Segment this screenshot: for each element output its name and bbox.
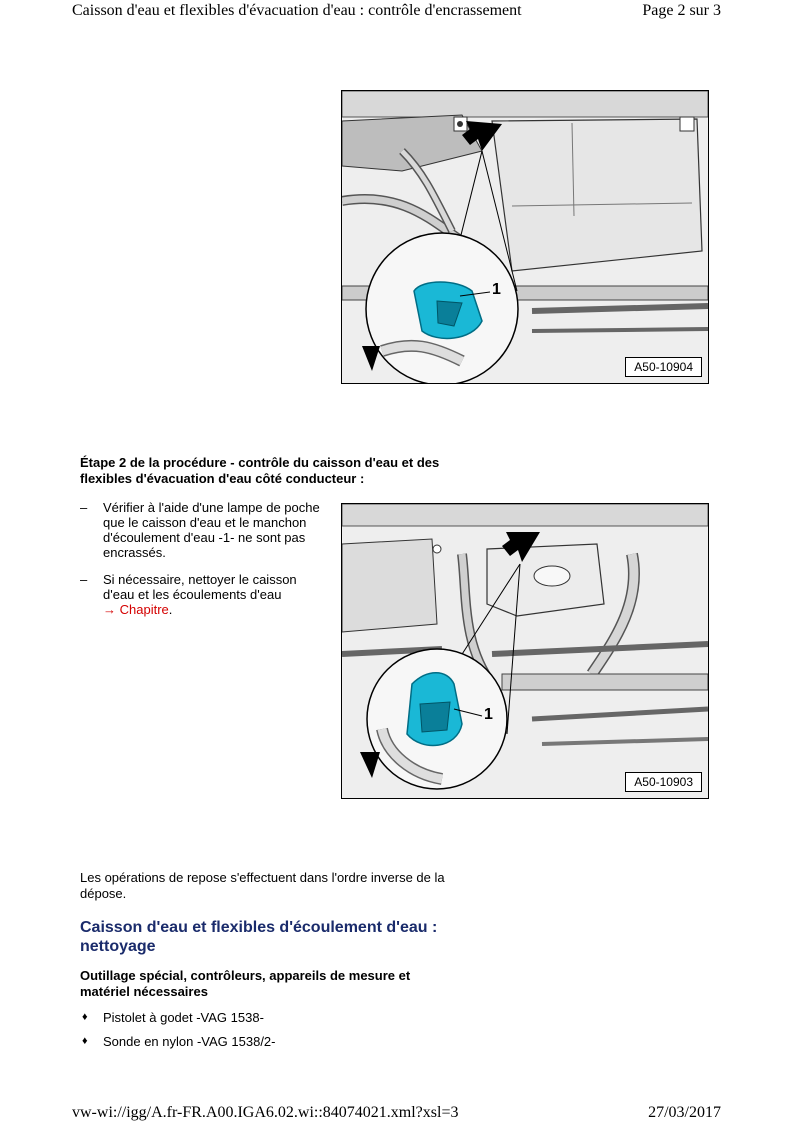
figure-2-callout: 1 (484, 706, 493, 723)
tool-item (80, 1034, 276, 1049)
engine-illustration-1 (342, 91, 708, 383)
figure-engine-bay-2 (341, 503, 709, 799)
instruction-item (80, 500, 330, 560)
tool-name: Pistolet à godet -VAG 1538- (103, 1010, 264, 1025)
figure-1-label: A50-10904 (625, 357, 702, 377)
figure-engine-bay-1 (341, 90, 709, 384)
footer-date: 27/03/2017 (648, 1104, 721, 1121)
instruction-text-end: . (168, 602, 173, 617)
reassembly-note: Les opérations de repose s'effectuent dans l'ordre inverse de la dépose. (80, 870, 445, 901)
instruction-item (80, 572, 330, 617)
header-page-number: Page 2 sur 3 (642, 2, 721, 19)
figure-2-label: A50-10903 (625, 772, 702, 792)
step-heading: Étape 2 de la procédure - contrôle du caisson d'eau et des flexibles d'évacuation d'eau côté conducteur : (80, 455, 440, 486)
tools-list (80, 1010, 276, 1058)
diamond-bullet-icon: ♦ (82, 1035, 88, 1047)
dash-marker: – (80, 572, 88, 587)
chapter-link[interactable]: → Chapitre (103, 602, 169, 617)
header-title: Caisson d'eau et flexibles d'évacuation d'eau : contrôle d'encrassement (72, 2, 522, 19)
diamond-bullet-icon: ♦ (82, 1011, 88, 1023)
engine-illustration-2 (342, 504, 708, 798)
tool-name: Sonde en nylon -VAG 1538/2- (103, 1034, 276, 1049)
section-title: Caisson d'eau et flexibles d'écoulement d'eau : nettoyage (80, 919, 438, 955)
step-instructions (80, 500, 330, 629)
instruction-text: Si nécessaire, nettoyer le caisson d'eau et les écoulements d'eau (103, 572, 297, 602)
figure-1-callout: 1 (492, 281, 501, 298)
instruction-text: Vérifier à l'aide d'une lampe de poche que le caisson d'eau et le manchon d'écoulement d'eau -1- ne sont pas encrassés. (103, 500, 320, 560)
dash-marker: – (80, 500, 88, 515)
section-subtitle: Outillage spécial, contrôleurs, appareils de mesure et matériel nécessaires (80, 968, 411, 999)
footer-url: vw-wi://igg/A.fr-FR.A00.IGA6.02.wi::84074021.xml?xsl=3 (72, 1104, 459, 1121)
tool-item (80, 1010, 276, 1025)
